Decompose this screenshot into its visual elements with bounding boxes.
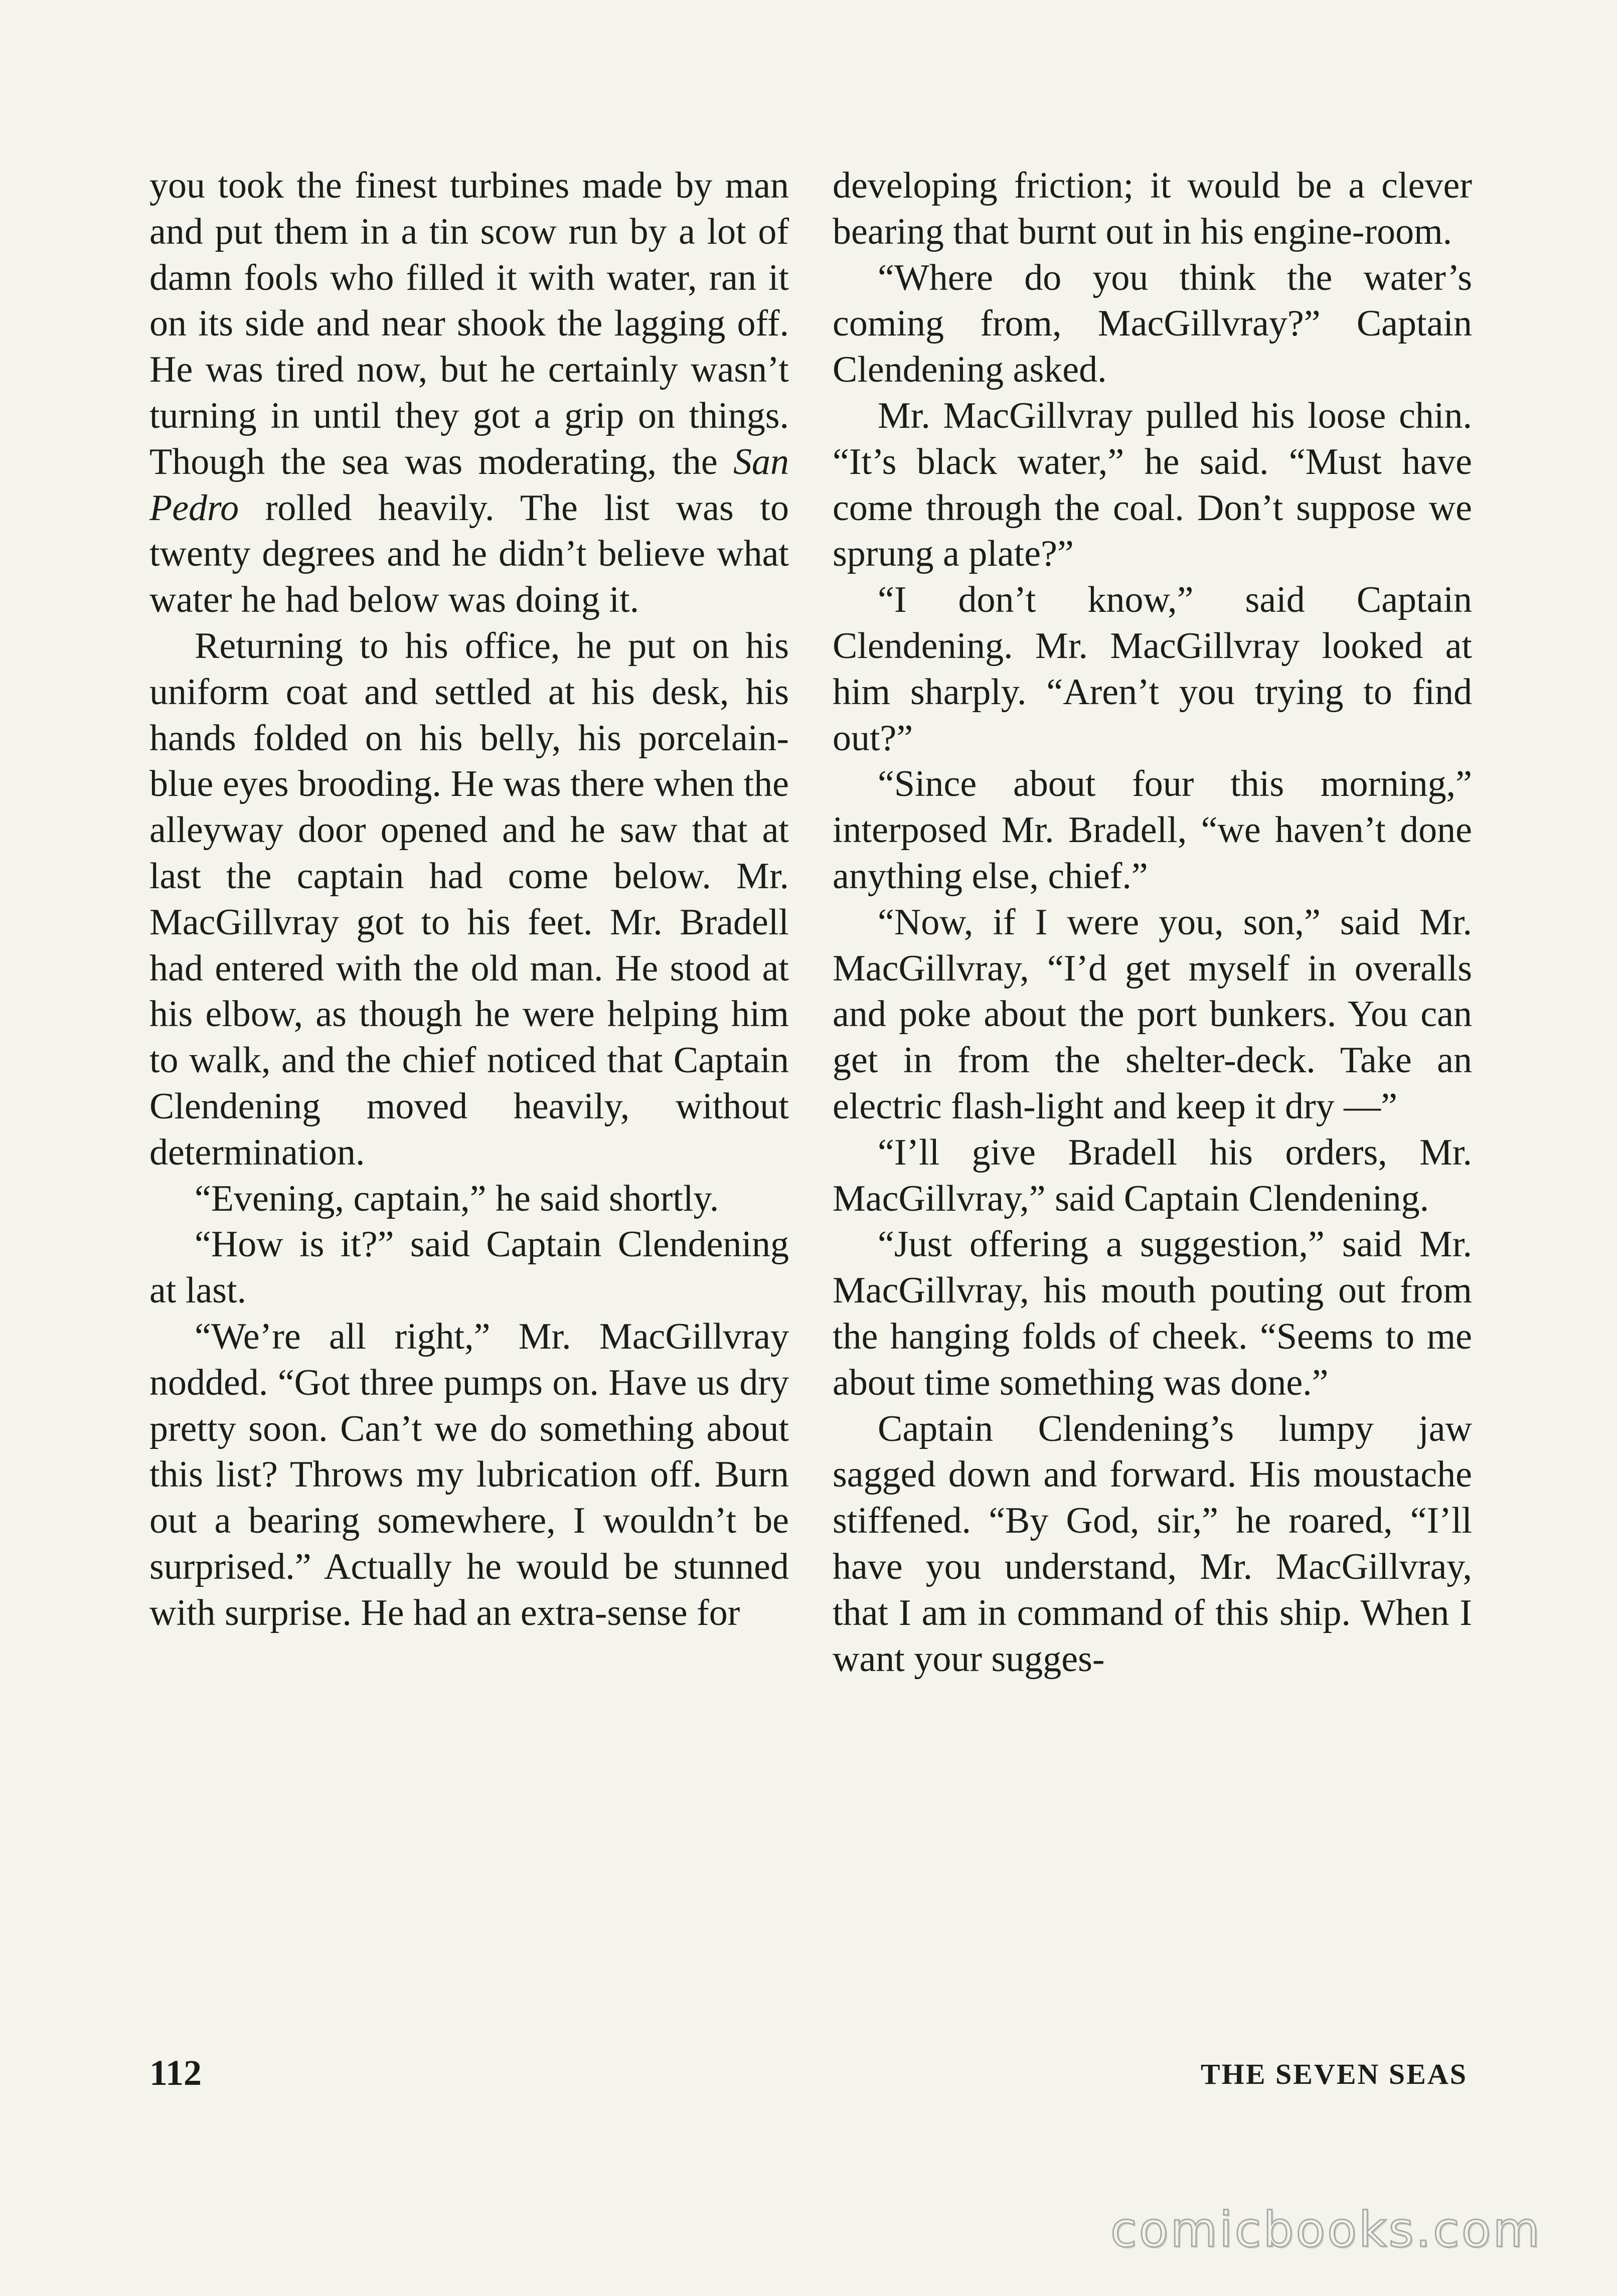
ship-name: San Pedro [149, 441, 789, 529]
paragraph: Returning to his office, he put on his uniform coat and settled at his desk, his hands folded on his belly, his porcelain-blue eyes brooding. He was there when the alleyway door opened and he saw that at last the captain had come below. Mr. MacGillvray got to his feet. Mr. Bradell had entered with the old man. He stood at his elbow, as though he were helping him to walk, and the chief noticed that Captain Clendening moved heavily, without determination. [149, 625, 789, 1173]
paragraph: “Since about four this morning,” interposed Mr. Bradell, “we haven’t done anything else, chief.” [833, 763, 1472, 897]
left-text-column [149, 163, 789, 1636]
paragraph-text: you took the finest turbines made by man and put them in a tin scow run by a lot of damn fools who filled it with water, ran it on its side and near shook the lagging off. He was tired now, but he certainly wasn’t turning in until they got a grip on things. Though the sea was moderating, the [149, 165, 789, 482]
paragraph: “How is it?” said Captain Clendening at last. [149, 1224, 789, 1311]
paragraph: “I don’t know,” said Captain Clendening. Mr. MacGillvray looked at him sharply. “Aren’t you trying to find out?” [833, 579, 1472, 759]
paragraph: “Evening, captain,” he said shortly. [195, 1178, 719, 1219]
paragraph: “Just offering a suggestion,” said Mr. MacGillvray, his mouth pouting out from the hanging folds of cheek. “Seems to me about time something was done.” [833, 1224, 1472, 1403]
paragraph: Mr. MacGillvray pulled his loose chin. “It’s black water,” he said. “Must have come through the coal. Don’t suppose we sprung a plate?” [833, 395, 1472, 575]
paragraph: “Now, if I were you, son,” said Mr. MacGillvray, “I’d get myself in overalls and poke about the port bunkers. You can get in from the shelter-deck. Take an electric flash-light and keep it dry —” [833, 901, 1472, 1127]
paragraph: “We’re all right,” Mr. MacGillvray nodded. “Got three pumps on. Have us dry pretty soon. Can’t we do something about this list? Throws my lubrication off. Burn out a bearing somewhere, I wouldn’t be surprised.” Actually he would be stunned with surprise. He had an extra-sense for [149, 1316, 789, 1633]
page-number: 112 [149, 2053, 202, 2093]
paragraph: “I’ll give Bradell his orders, Mr. MacGillvray,” said Captain Clendening. [833, 1131, 1472, 1219]
running-footer-title: THE SEVEN SEAS [1201, 2058, 1468, 2090]
watermark: comicbooks.com [1110, 2202, 1542, 2258]
paragraph-continued: developing friction; it would be a clever bearing that burnt out in his engine-room. [833, 165, 1472, 252]
paragraph: “Where do you think the water’s coming from, MacGillvray?” Captain Clendening asked. [833, 257, 1472, 391]
paragraph-text: rolled heavily. The list was to twenty degrees and he didn’t believe what water he had below was doing it. [149, 487, 789, 621]
paragraph-continued [149, 163, 789, 623]
right-text-column [833, 163, 1472, 1682]
paragraph: Captain Clendening’s lumpy jaw sagged down and forward. His moustache stiffened. “By God, sir,” he roared, “I’ll have you understand, Mr. MacGillvray, that I am in command of this ship. When I want your sugges- [833, 1408, 1472, 1680]
